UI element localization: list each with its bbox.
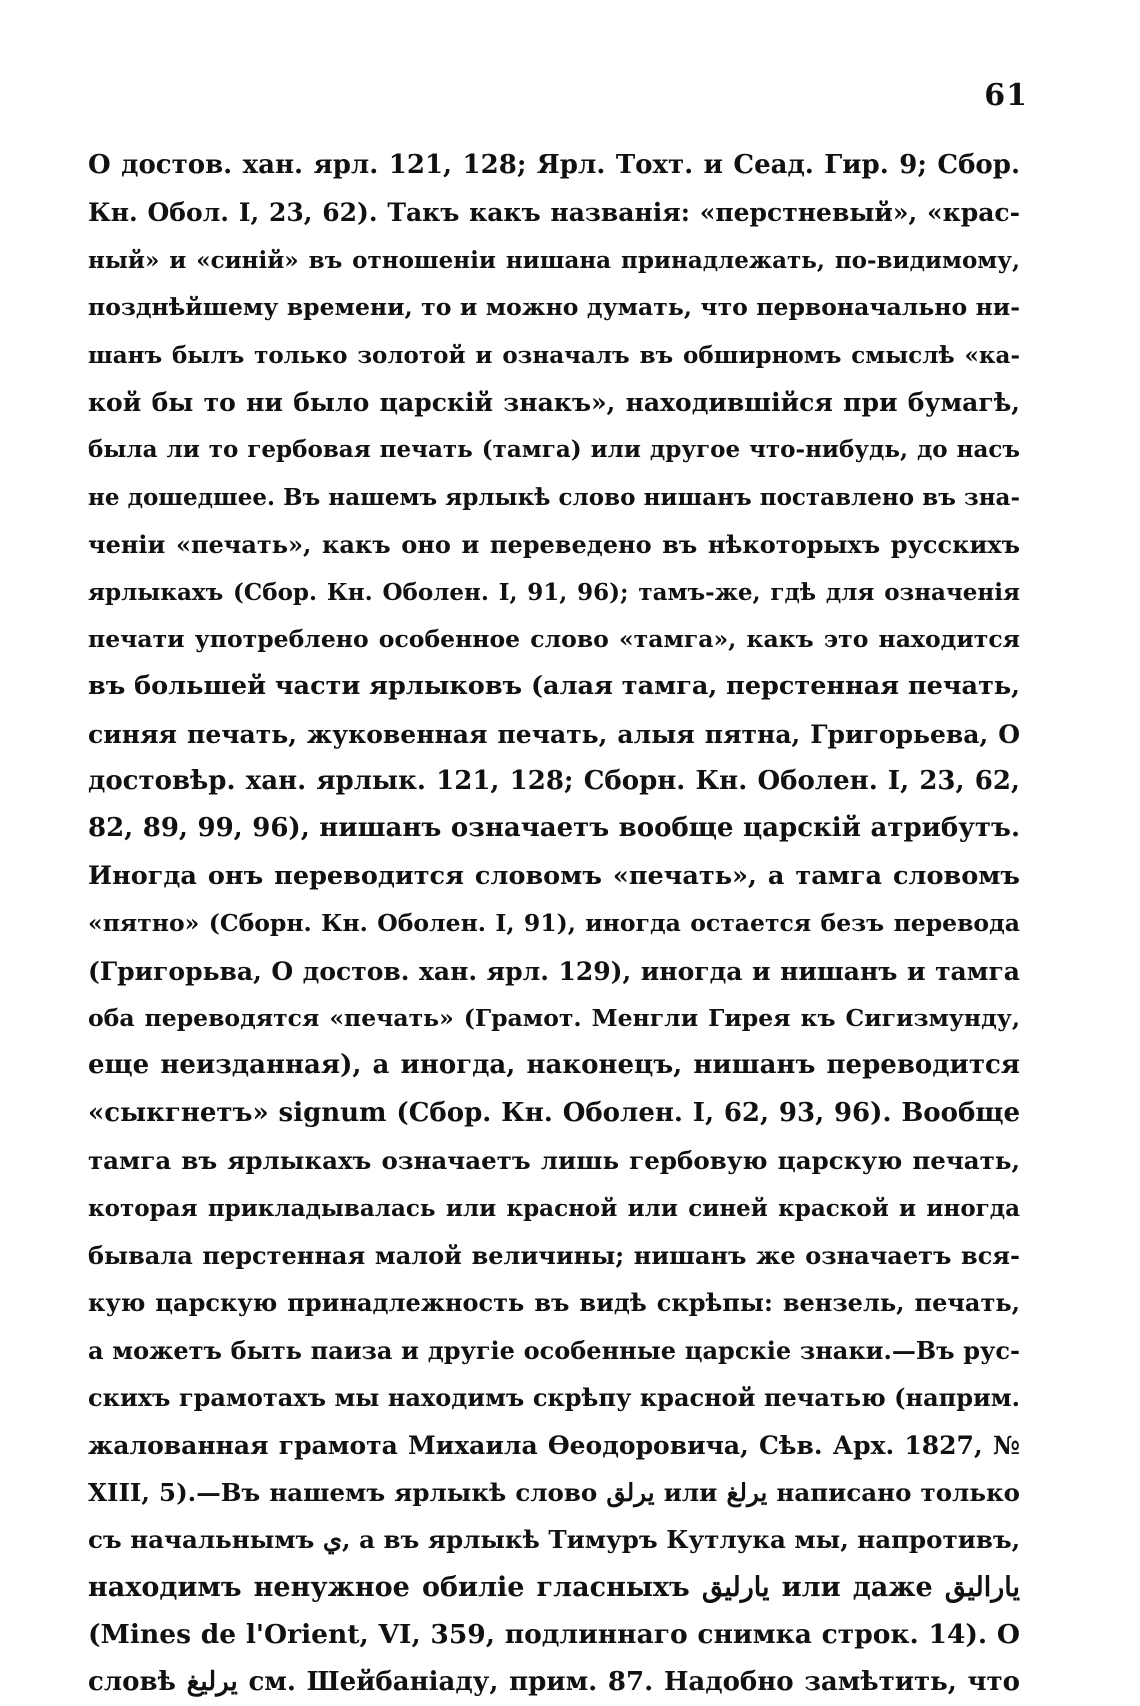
text-line: ный» и «синій» въ отношеніи нишана принадлежать, по-видимому, [88, 246, 1020, 274]
text-line: О достов. хан. ярл. 121, 128; Ярл. Тохт. и Сеад. Гир. 9; Сбор. [88, 150, 1020, 180]
text-line: тамга въ ярлыкахъ означаетъ лишь гербовую царскую печать, [88, 1146, 1020, 1176]
text-line: (Григорьва, О достов. хан. ярл. 129), иногда и нишанъ и тамга [88, 956, 1020, 986]
text-line: ченіи «печать», какъ оно и переведено въ нѣкоторыхъ русскихъ [88, 530, 1020, 560]
text-line: печати употреблено особенное слово «тамга», какъ это находится [88, 624, 1020, 653]
text-line: словѣ يرليغ см. Шейбаніаду, прим. 87. Надобно замѣтить, что [88, 1666, 1020, 1697]
text-line: которая прикладывалась или красной или синей краской и иногда [88, 1194, 1020, 1222]
text-line: жалованная грамота Михаила Ѳеодоровича, Сѣв. Арх. 1827, № [88, 1430, 1020, 1460]
text-line: 82, 89, 99, 96), нишанъ означаетъ вообще царскій атрибутъ. [88, 813, 1020, 844]
text-line: а можетъ быть паиза и другіе особенные царскіе знаки.—Въ рус- [88, 1335, 1020, 1365]
text-line: кой бы то ни было царскій знакъ», находившійся при бумагѣ, [88, 387, 1020, 417]
text-line: Кн. Обол. I, 23, 62). Такъ какъ названія: «перстневый», «крас- [88, 198, 1020, 228]
text-line: оба переводятся «печать» (Грамот. Менгли Гирея къ Сигизмунду, [88, 1004, 1020, 1033]
text-line: позднѣйшему времени, то и можно думать, что первоначально ни- [88, 293, 1020, 322]
page-number: 61 [984, 78, 1028, 113]
text-line: шанъ былъ только золотой и означалъ въ обширномъ смыслѣ «ка- [88, 341, 1020, 369]
text-line: кую царскую принадлежность въ видѣ скрѣпы: вензель, печать, [88, 1288, 1020, 1318]
text-line: «пятно» (Сборн. Кн. Оболен. I, 91), иногда остается безъ перевода [88, 909, 1020, 938]
text-line: XIII, 5).—Въ нашемъ ярлыкѣ слово يرلق или يرلغ написано только [88, 1477, 1020, 1507]
text-line: достовѣр. хан. ярлык. 121, 128; Сборн. Кн. Оболен. I, 23, 62, [88, 766, 1020, 797]
text-line: бывала перстенная малой величины; нишанъ же означаетъ вся- [88, 1240, 1020, 1270]
text-line: скихъ грамотахъ мы находимъ скрѣпу красной печатью (наприм. [88, 1383, 1020, 1413]
body-text [88, 142, 1020, 1706]
text-line: не дошедшее. Въ нашемъ ярлыкѣ слово нишанъ поставлено въ зна- [88, 483, 1020, 511]
text-line: Иногда онъ переводится словомъ «печать», а тамга словомъ [88, 860, 1020, 891]
text-line: была ли то гербовая печать (тамга) или другое что-нибудь, до насъ [88, 436, 1020, 464]
text-line: еще неизданная), а иногда, наконецъ, нишанъ переводится [88, 1050, 1020, 1081]
text-line: «сыкгнетъ» signum (Сбор. Кн. Оболен. I, 62, 93, 96). Вообще [88, 1097, 1020, 1128]
text-line: съ начальнымъ ي, а въ ярлыкѣ Тимуръ Кутлука мы, напротивъ, [88, 1525, 1020, 1555]
text-line: въ большей части ярлыковъ (алая тамга, перстенная печать, [88, 671, 1020, 702]
text-line: синяя печать, жуковенная печать, алыя пятна, Григорьева, О [88, 719, 1020, 749]
text-line: (Mines de l'Orient, VI, 359, подлиннаго снимка строк. 14). О [88, 1619, 1020, 1651]
text-line: ярлыкахъ (Сбор. Кн. Оболен. I, 91, 96); тамъ-же, гдѣ для означенія [88, 578, 1020, 606]
text-line: находимъ ненужное обиліе гласныхъ يارليق или даже ياراليق [88, 1571, 1020, 1603]
